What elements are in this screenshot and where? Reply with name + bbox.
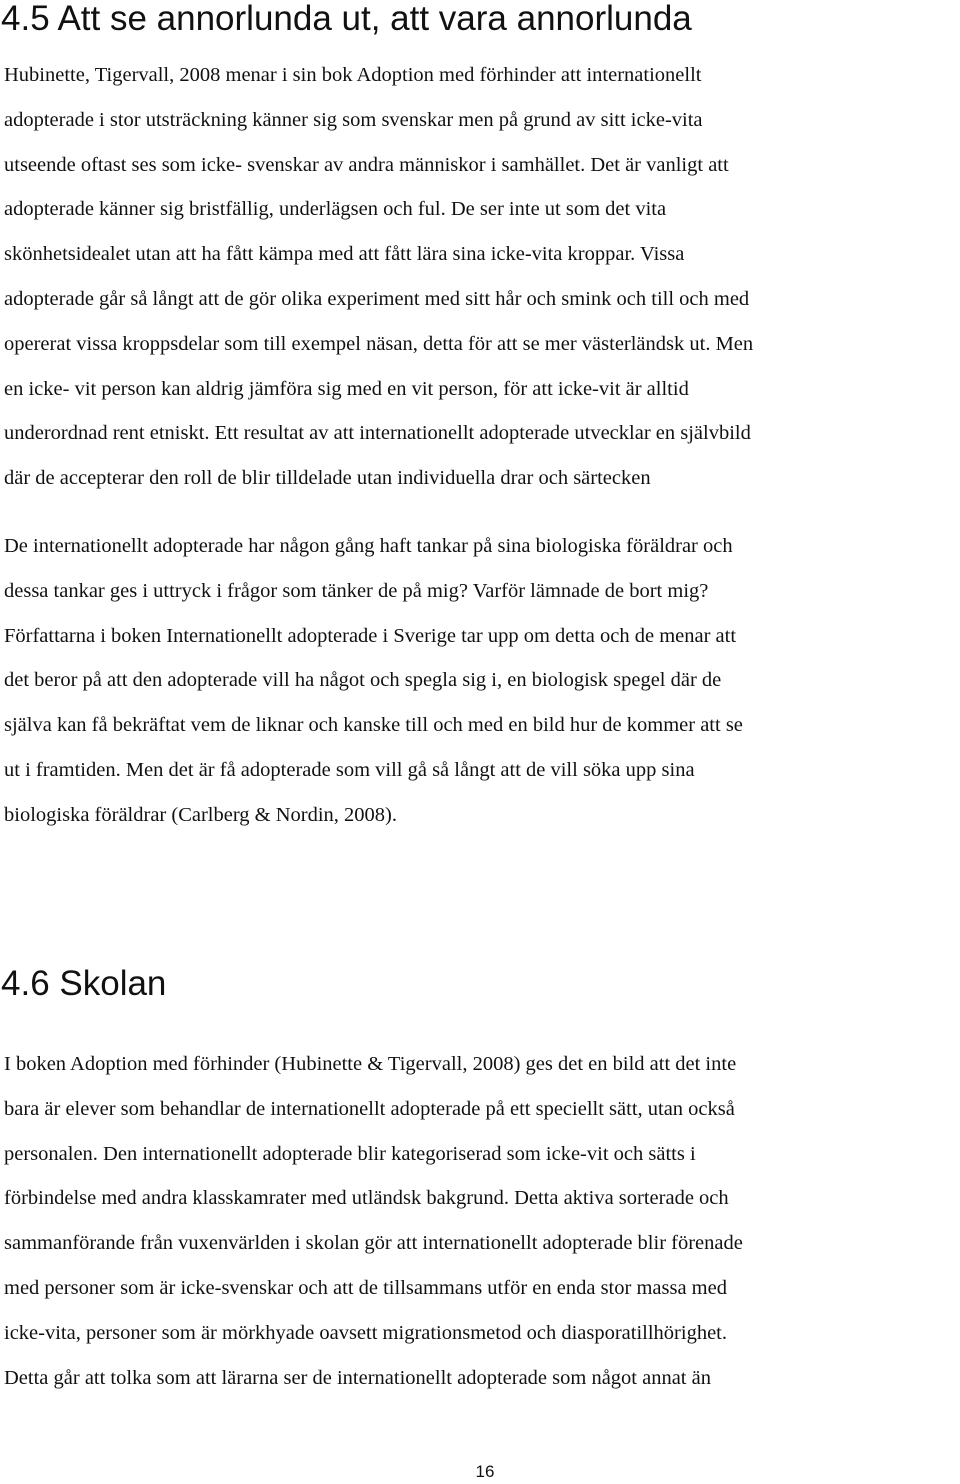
section-heading-4-5: 4.5 Att se annorlunda ut, att vara annorlunda — [1, 0, 692, 38]
text-line: skönhetsidealet utan att ha fått kämpa med att fått lära sina icke-vita kroppar. Vissa — [4, 243, 685, 266]
text-line: bara är elever som behandlar de internationellt adopterade på ett speciellt sätt, utan också — [4, 1097, 735, 1120]
text-line: adopterade i stor utsträckning känner sig som svenskar men på grund av sitt icke-vita — [4, 108, 703, 131]
page-number: 16 — [475, 1462, 495, 1481]
text-line: ut i framtiden. Men det är få adopterade som vill gå så långt att de vill söka upp sina — [4, 758, 695, 781]
text-line: personalen. Den internationellt adopterade blir kategoriserad som icke-vit och sätts i — [4, 1142, 696, 1165]
text-line: adopterade går så långt att de gör olika experiment med sitt hår och smink och till och med — [4, 287, 750, 310]
section-heading-4-6: 4.6 Skolan — [1, 964, 167, 1003]
text-line: det beror på att den adopterade vill ha något och spegla sig i, en biologisk spegel där de — [4, 669, 722, 692]
text-line: Hubinette, Tigervall, 2008 menar i sin bok Adoption med förhinder att internationellt — [4, 64, 702, 86]
text-line: med personer som är icke-svenskar och att de tillsammans utför en enda stor massa med — [4, 1276, 727, 1299]
text-line: icke-vita, personer som är mörkhyade oavsett migrationsmetod och diasporatillhörighet. — [4, 1321, 727, 1344]
text-line: förbindelse med andra klasskamrater med utländsk bakgrund. Detta aktiva sorterade och — [4, 1187, 729, 1210]
paragraph-adoptees-appearance — [4, 53, 960, 501]
paragraph-school — [4, 1042, 960, 1400]
text-line: där de accepterar den roll de blir tilldelade utan individuella drar och särtecken — [4, 467, 651, 490]
text-line: dessa tankar ges i uttryck i frågor som tänker de på mig? Varför lämnade de bort mig? — [4, 579, 709, 602]
text-line: I boken Adoption med förhinder (Hubinette & Tigervall, 2008) ges det en bild att det inte — [4, 1053, 737, 1075]
text-line: Författarna i boken Internationellt adopterade i Sverige tar upp om detta och de menar att — [4, 624, 737, 647]
text-line: utseende oftast ses som icke- svenskar av andra människor i samhället. Det är vanligt att — [4, 153, 729, 176]
text-line: underordnad rent etniskt. Ett resultat av att internationellt adopterade utvecklar en självbild — [4, 422, 751, 445]
text-line: opererat vissa kroppsdelar som till exempel näsan, detta för att se mer västerländsk ut. Men — [4, 332, 754, 355]
text-line: en icke- vit person kan aldrig jämföra sig med en vit person, för att icke-vit är alltid — [4, 377, 689, 400]
text-line: De internationellt adopterade har någon gång haft tankar på sina biologiska föräldrar och — [4, 535, 733, 557]
text-line: Detta går att tolka som att lärarna ser de internationellt adopterade som något annat än — [4, 1366, 711, 1389]
text-line: själva kan få bekräftat vem de liknar och kanske till och med en bild hur de kommer att se — [4, 714, 743, 737]
paragraph-biological-parents — [4, 524, 960, 838]
text-line: adopterade känner sig bristfällig, underlägsen och ful. De ser inte ut som det vita — [4, 198, 667, 221]
text-line: biologiska föräldrar (Carlberg & Nordin, 2008). — [4, 803, 398, 826]
text-line: sammanförande från vuxenvärlden i skolan gör att internationellt adopterade blir förenade — [4, 1232, 743, 1255]
